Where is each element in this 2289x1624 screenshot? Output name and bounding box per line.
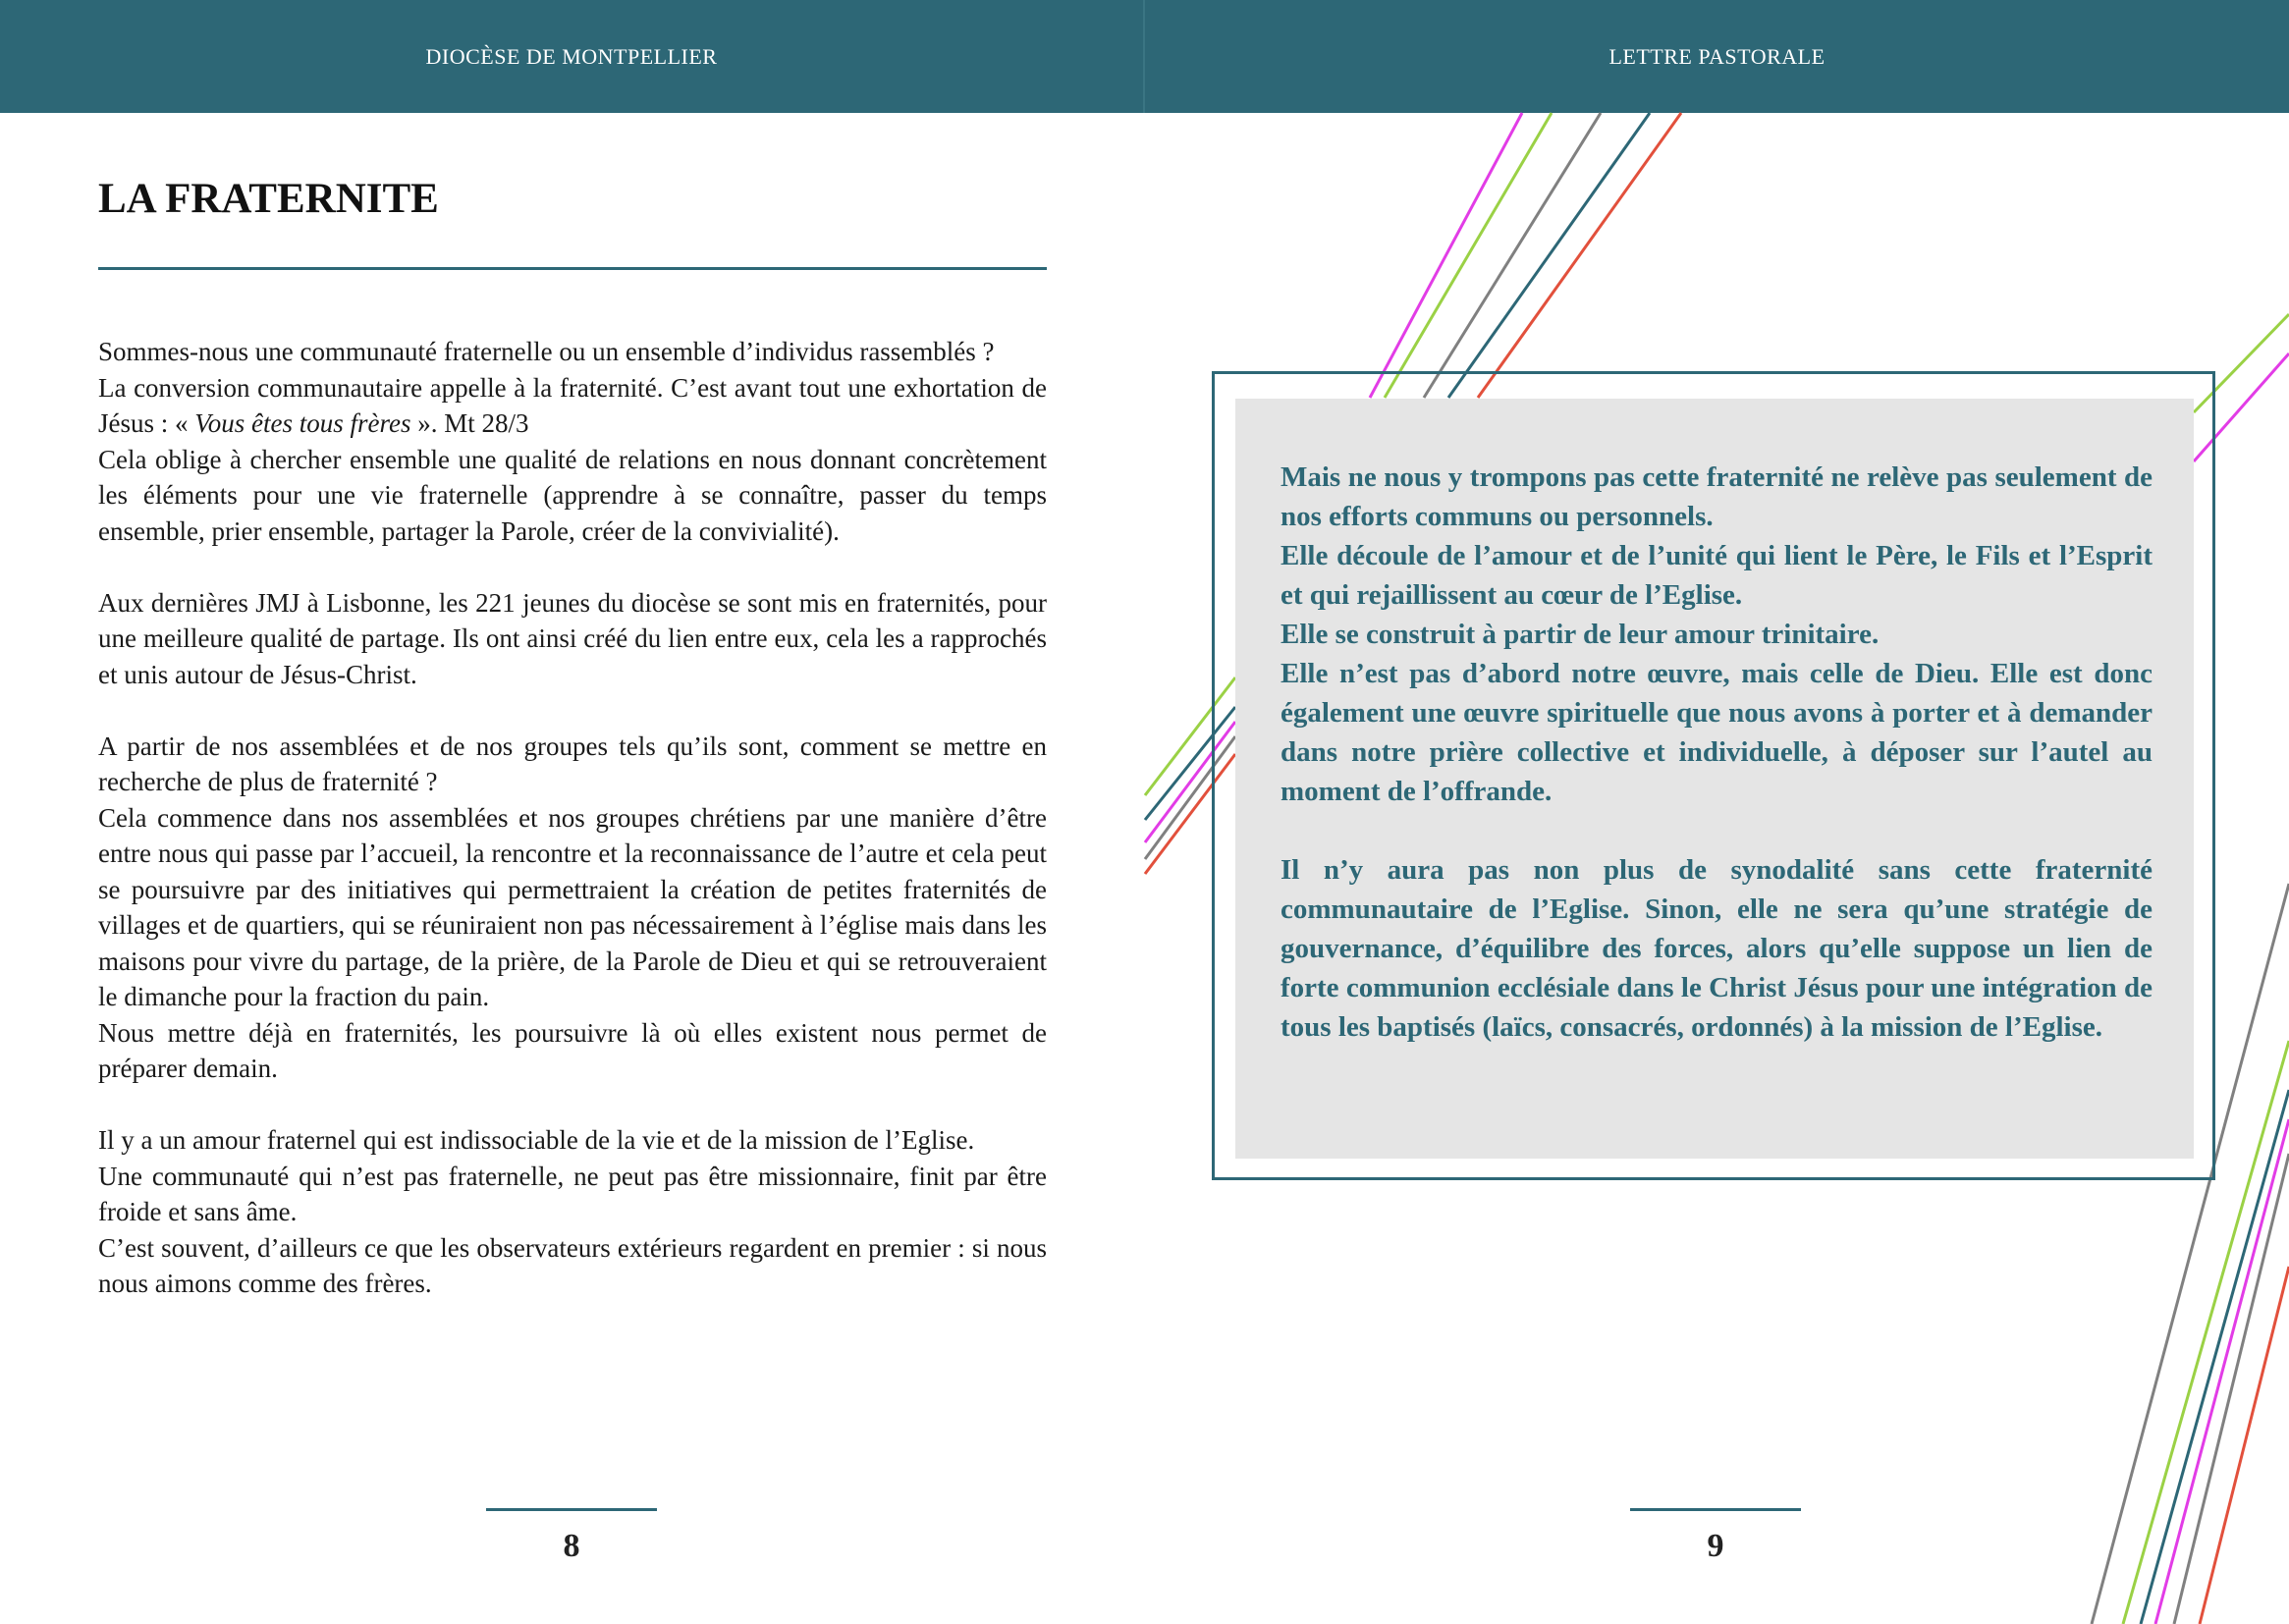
page-number-rule-right [1630, 1508, 1801, 1511]
deco-line-magenta-top [1370, 113, 1522, 398]
page-title: LA FRATERNITE [98, 176, 439, 222]
scripture-quote: Vous êtes tous frères [194, 408, 411, 438]
diocese-label: DIOCÈSE DE MONTPELLIER [425, 43, 718, 69]
paragraph: Nous mettre déjà en fraternités, les poursuivre là où elles existent nous permet de préparer demain. [98, 1017, 1047, 1083]
paragraph: C’est souvent, d’ailleurs ce que les observateurs extérieurs regardent en premier : si nous nous aimons comme des frères. [98, 1232, 1047, 1298]
page-number-right: 9 [1707, 1528, 1724, 1564]
paragraph: Cela oblige à chercher ensemble une qualité de relations en nous donnant concrètement les éléments pour une vie fraternelle (apprendre à se connaître, passer du temps ensemble, prier ensemble, partager la Parole, créer de la convivialité). [98, 444, 1047, 546]
paragraph: Cela commence dans nos assemblées et nos groupes chrétiens par une manière d’être entre nous qui passe par l’accueil, la rencontre et la reconnaissance de l’autre et cela peut se poursuivre par des initiatives qui permettraient la création de petites fraternités de villages et de quartiers, qui se réuniraient non pas nécessairement à l’église mais dans les maisons pour vivre du partage, de la prière, de la Parole de Dieu et qui se retrouveraient le dimanche pour la fraction du pain. [98, 802, 1047, 1011]
paragraph: Il y a un amour fraternel qui est indissociable de la vie et de la mission de l’Eglise. [98, 1125, 975, 1155]
deco-line-red-top [1478, 113, 1681, 398]
deco-line-red-bottom [2200, 1267, 2289, 1624]
quote-paragraph: Mais ne nous y trompons pas cette fraternité ne relève pas seulement de nos efforts communs ou personnels. [1281, 461, 2153, 532]
deco-line-green-top [1385, 113, 1552, 398]
quote-paragraph: Il n’y aura pas non plus de synodalité sans cette fraternité communautaire de l’Eglise. Sinon, elle ne sera qu’une stratégie de gouvernance, d’équilibre des forces, alors qu’elle suppose un lien de forte communion ecclésiale dans le Christ Jésus pour une intégration de tous les baptisés (laïcs, consacrés, ordonnés) à la mission de l’Eglise. [1281, 854, 2153, 1043]
deco-line-magenta-bottom [2155, 1119, 2289, 1624]
quote-paragraph: Elle découle de l’amour et de l’unité qui lient le Père, le Fils et l’Esprit et qui rejaillissent au cœur de l’Eglise. [1281, 540, 2153, 611]
quote-text [1281, 458, 2153, 1047]
paragraph: La conversion communautaire appelle à la fraternité. C’est avant tout une exhortation de Jésus : « Vous êtes tous frères ». Mt 28/3 [98, 372, 1047, 438]
deco-line-gray-top [1424, 113, 1601, 398]
paragraph: Aux dernières JMJ à Lisbonne, les 221 jeunes du diocèse se sont mis en fraternités, pour une meilleure qualité de partage. Ils ont ainsi créé du lien entre eux, cela les a rapprochés et unis autour de Jésus-Christ. [98, 587, 1047, 689]
quote-paragraph: Elle n’est pas d’abord notre œuvre, mais celle de Dieu. Elle est donc également une œuvre spirituelle que nous avons à porter et à demander dans notre prière collective et individuelle, à déposer sur l’autel au moment de l’offrande. [1281, 658, 2153, 807]
paragraph: Une communauté qui n’est pas fraternelle, ne peut pas être missionnaire, finit par être froide et sans âme. [98, 1161, 1047, 1226]
paragraph: A partir de nos assemblées et de nos groupes tels qu’ils sont, comment se mettre en recherche de plus de fraternité ? [98, 731, 1047, 796]
deco-line-teal-top [1448, 113, 1650, 398]
page-number-left: 8 [563, 1528, 580, 1564]
publication-label: LETTRE PASTORALE [1608, 43, 1826, 69]
paragraph: Sommes-nous une communauté fraternelle ou un ensemble d’individus rassemblés ? [98, 337, 995, 366]
quote-paragraph: Elle se construit à partir de leur amour trinitaire. [1281, 619, 1880, 650]
